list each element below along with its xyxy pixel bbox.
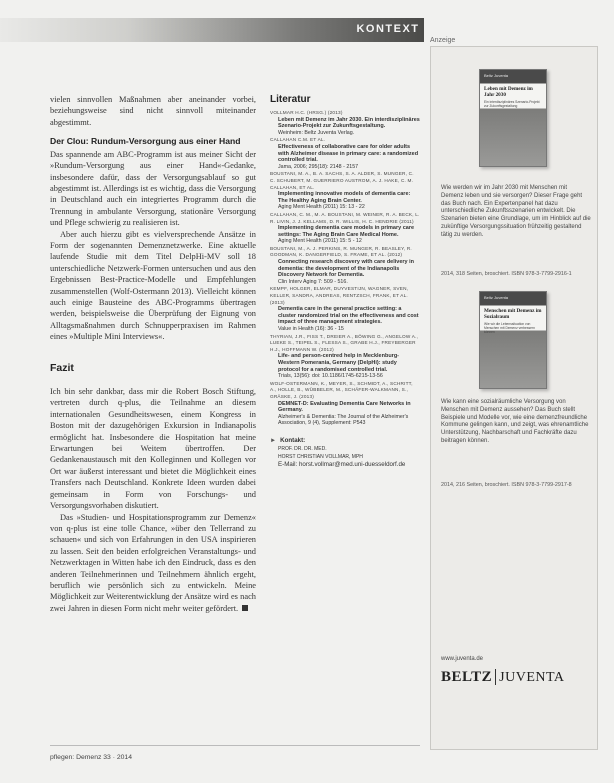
book-1-subtitle: Ein interdisziplinäres Szenario-Projekt zur Zukunftsgestaltung — [484, 100, 540, 108]
contact-email[interactable]: E-Mail: horst.vollmar@med.uni-duesseldorf.de — [278, 460, 406, 468]
paragraph-1: Das spannende am ABC-Programm ist aus meiner Sicht der »Rundum-Versorgung aus einer Hand«-Gedanke, insbesondere dafür, dass der Versorgungsablauf so gut abgestimmt ist. Allerdings ist es wichtig, dass die Versorgung in Deutschland auch ein integriertes Programm durch die Trennung in ambulante Versorgung, stationäre Versorgung und Pflege schwierig zu realisieren ist. — [50, 149, 256, 228]
reference-title: Effectiveness of collaborative care for older adults with Alzheimer disease in primary care: a randomized controlled trial. — [278, 143, 419, 164]
contact-name-line-1: PROF. DR. DR. MED. — [278, 445, 327, 452]
reference-item — [270, 334, 420, 380]
reference-source: Value in Health (16): 36 - 15 — [278, 326, 344, 332]
book-1-title: Leben mit Demenz im Jahr 2030 — [484, 86, 533, 98]
reference-source: Aging Ment Health (2011) 15: 5 - 12 — [278, 238, 362, 245]
reference-authors: KEMPF, HOLGER, ELMAR, DUYVESTIJN, WAGNER, SVEN, KELLER, SANDRA, ANDREAS, RENTZSCH, FRANK, ET AL. (2013) — [270, 286, 409, 305]
references-column — [270, 94, 420, 469]
reference-title: Implementing innovative models of dementia care: The Healthy Aging Brain Center. — [278, 191, 411, 204]
references-heading: Literatur — [270, 94, 311, 105]
section-tag: KONTEXT — [356, 23, 420, 35]
reference-source: Jama, 2006; 295(18): 2148 - 2157 — [278, 163, 359, 170]
book-1-description: Wie werden wir im Jahr 2030 mit Menschen mit Demenz leben und sie versorgen? Dieser Frage geht das Buch nach. Ein Expertenpanel hat dazu unterschiedliche Zukunftsszenarien entwickelt. Die Szenarien bieten eine Grundlage, um im Hinblick auf die zukünftige Versorgungssituation frühzeitig gestaltend tätig zu werden. — [441, 185, 591, 238]
reference-source: Trials, 13(56): doi: 10.1186/1745-6215-13-56 — [278, 373, 383, 380]
reference-authors: CALLAHAN C.M. ET AL. — [270, 137, 326, 143]
advertisement-column — [430, 46, 598, 750]
book-1-meta: 2014, 318 Seiten, broschiert. ISBN 978-3-7799-2916-1 — [441, 271, 572, 277]
reference-authors: CALLAHAN, C. M., M. A. BOUSTANI, M. WEINER, R. A. BECK, L. R. LIVIN, J. J. KELLAMS, D. R. WILLIS, H. C. HENDRIE (2011) — [270, 211, 420, 224]
reference-source: Clin Interv Aging 7: 509 - 516. — [278, 278, 348, 285]
contact-name-line-2: HORST CHRISTIAN VOLLMAR, MPH — [278, 453, 363, 460]
contact-block — [270, 437, 420, 469]
footer-rule — [50, 745, 420, 746]
book-cover-2[interactable] — [479, 291, 547, 389]
reference-item — [270, 110, 420, 136]
reference-title: DEMNET-D: Evaluating Dementia Care Networks in Germany. — [278, 400, 411, 414]
reference-item — [270, 246, 420, 286]
reference-source: Weinheim: Beltz Juventa Verlag. — [278, 129, 355, 136]
paragraph-4-text: Das »Studien- und Hospitationsprogramm zur Demenz« von q-plus ist eine tolle Chance, »über den Tellerrand zu schauen« und sich von Erfahrungen in den USA inspirieren zu lassen. Seit den beiden erfolgreichen Veranstaltungs- und Netzwerktagen in Witten habe ich den Eindruck, dass es den anderen Teilnehmerinnen und Teilnehmern ähnlich ergeht, beruflich wie persönlich sich zu entwickeln. Meine Möglichkeit zur Weiterentwicklung der Ansätze wird es nach zwei Jahren in diesen Form nicht mehr weiter gefördert. — [50, 512, 256, 613]
article-column — [50, 94, 256, 614]
reference-title: Connecting research discovery with care delivery in dementia: the development of the Indianapolis Discovery Network for Dementia. — [278, 259, 415, 279]
subheading-clou: Der Clou: Rundum-Versorgung aus einer Hand — [50, 136, 241, 147]
book-2-series: Beltz Juventa — [484, 295, 509, 300]
reference-title: Leben mit Demenz im Jahr 2030. Ein interdisziplinäres Szenario-Projekt zur Zukunftsgestaltung. — [278, 116, 420, 130]
contact-heading-label: Kontakt: — [280, 436, 306, 444]
book-cover-1[interactable] — [479, 69, 547, 167]
book-1-series: Beltz Juventa — [484, 73, 509, 78]
book-2-meta: 2014, 216 Seiten, broschiert. ISBN 978-3-7799-2917-8 — [441, 482, 572, 488]
book-2-description: Wie kann eine sozialräumliche Versorgung von Menschen mit Demenz aussehen? Das Buch stellt Beispiele und Modelle vor, wie eine demenzfreundliche Kommune gelingen kann, und zeigt, was ehrenamtliche Unterstützung, Nachbarschaft und Fachkräfte dazu beitragen können. — [441, 399, 589, 444]
book-2-subtitle: Wie wir die Lebenssituation von Menschen mit Demenz verbessern können — [484, 322, 535, 334]
reference-title: Implementing dementia care models in primary care settings: The Aging Brain Care Medical Home. — [278, 225, 415, 238]
arrow-right-icon: ► — [270, 436, 277, 444]
logo-juventa: JUVENTA — [499, 670, 565, 685]
reference-source: Aging Ment Health (2011) 15: 13 - 22 — [278, 204, 365, 211]
reference-authors: VOLLMAR H.C. (HRSG.) (2013) — [270, 110, 343, 115]
paragraph-2: Aber auch hierzu gibt es vielversprechende Ansätze in Form der sogenannten Demenznetzwerke. Eine aktuelle laufende Studie mit dem Titel DelpHi-MV soll 18 unterschiedliche Netzwerk-Formen untersuchen und aus den Ergebnissen Best-Practice-Modelle und Empfehlungen zusammenstellen (Wolf-Ostermann 2013). Vielleicht können auch einige Bausteine des ABC-Programms übertragen werden, beispielsweise die Überprüfung der Eignung von Alltagsmaßnahmen durch Schnupperpraxisen im Rahmen eines »Multiple Mini Interviews«. — [50, 229, 256, 342]
reference-item — [270, 286, 420, 332]
reference-authors: BOUSTANI, M., A. J. PERKINS, R. MUNGER, R. BEASLEY, R. GOODMAN, K. DANGERFIELD, S. FRAME, ET AL. (2012) — [270, 245, 412, 258]
reference-authors: THYRIAN, J.R., FISS T., DREIER A., BÖWING G., ANGELOW A., LUEKE S., TEIPEL S., FLESSA S., GRABE H.J., FREYBERGER H.J., HOFFMANN W. (2012) — [270, 333, 419, 352]
reference-item — [270, 171, 420, 211]
reference-authors: WOLF-OSTERMANN, K., MEYER, S., SCHMIDT, A., SCHRITT, A., HOLLE, B., WÜBBELER, M., SCHÄFER-WALKMANN, S., GRÄSKE, J. (2013) — [270, 380, 413, 399]
reference-title: Dementia care in the general practice setting: a cluster randomized trial on the effectiveness and cost impact of three management strategies. — [278, 306, 419, 326]
logo-beltz: BELTZ — [441, 669, 496, 685]
book-2-title: Menschen mit Demenz im Sozialraum — [484, 308, 542, 320]
page-footer: pflegen: Demenz 33 · 2014 — [50, 754, 132, 761]
paragraph-3: Ich bin sehr dankbar, dass mir die Robert Bosch Stiftung, vertreten durch q-plus, die Teilnahme an diesem internationalen Gesundheitswesen, einem Kongress in Boston mit der dazugehörigen Exkursion in Indianapolis ermöglicht hat. Insbesondere die Hospitation hat meine Erwartungen bei Weitem übertroffen. Der Gedankenaustausch mit den Kolleginnen und Kollegen vor Ort war äußerst interessant und bietet die Möglichkeit eines Transfers nach Deutschland. Konkrete Ideen wurden dabei gemeinsam in Form von Forschungs- und Versorgungsvorhaben diskutiert. — [50, 387, 256, 511]
reference-item — [270, 212, 420, 245]
paragraph-4 — [50, 512, 256, 615]
ad-label: Anzeige — [430, 37, 456, 44]
reference-item — [270, 137, 420, 170]
publisher-url[interactable]: www.juventa.de — [441, 656, 484, 662]
reference-title: Life- and person-centred help in Mecklenburg-Western Pomerania, Germany (DelpHi): study protocol for a randomised controlled trial. — [278, 353, 400, 373]
reference-authors: BOUSTANI, M. A., B. A. SACHS, S. A. ALDER, S. MUNGER, C. C. SCHUBERT, M. GUERRIERO AUSTROM, A. J. HAKE, C. M. CALLAHAN, ET AL. — [270, 171, 414, 190]
subheading-fazit: Fazit — [50, 361, 74, 374]
contact-heading — [270, 437, 420, 445]
publisher-logo — [441, 669, 565, 686]
intro-paragraph: vielen sinnvollen Maßnahmen aber aneinander vorbei, beziehungsweise sind nicht sinnvoll miteinander abgestimmt. — [50, 95, 256, 127]
end-mark-icon — [242, 605, 248, 611]
reference-item — [270, 381, 420, 427]
reference-source: Alzheimer's & Dementia: The Journal of the Alzheimer's Association, 9 (4), Supplement: P543 — [278, 413, 409, 427]
